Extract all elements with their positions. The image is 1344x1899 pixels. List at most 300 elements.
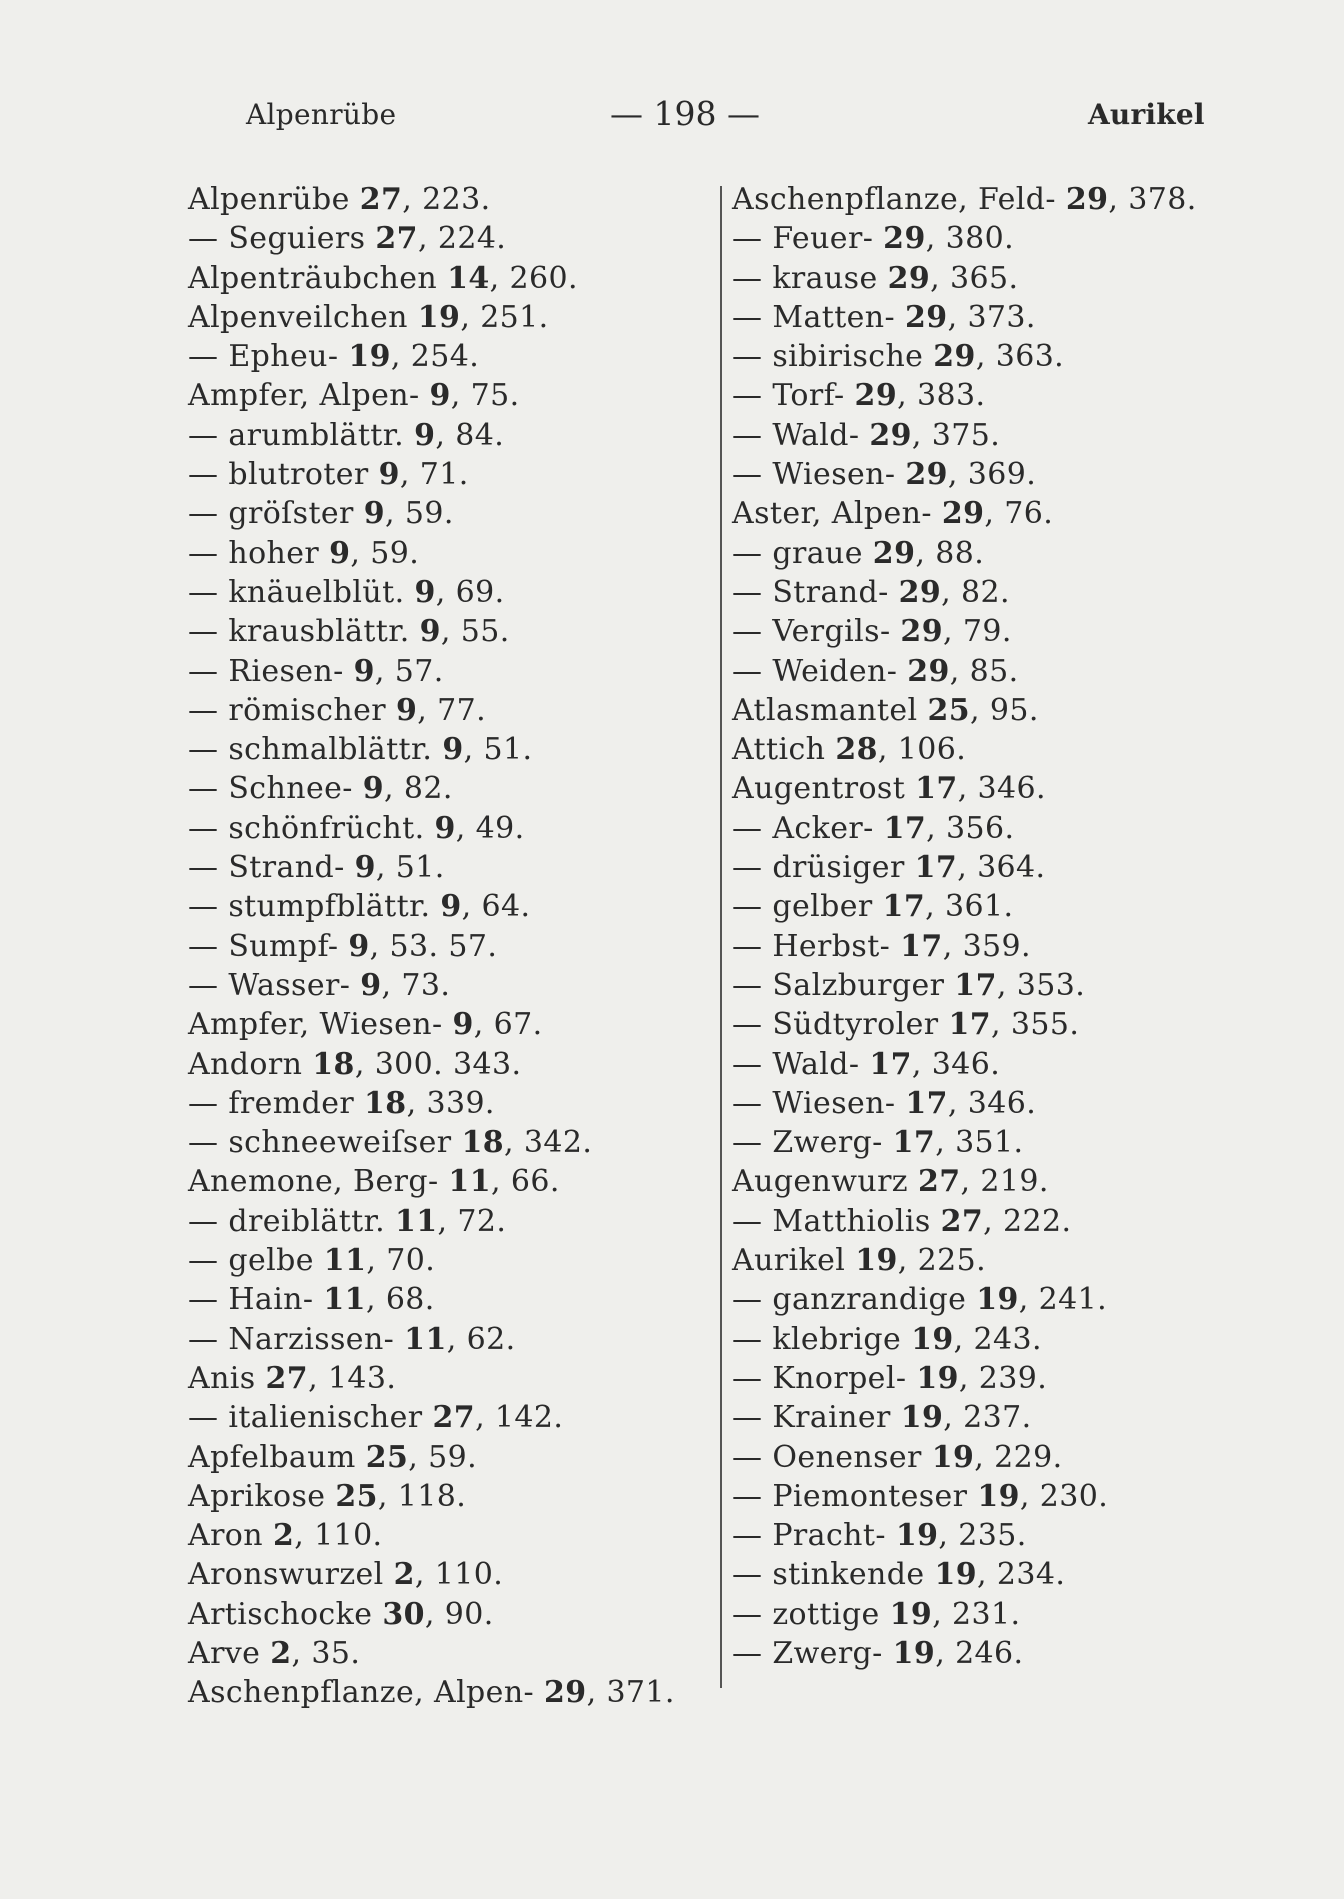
- entry-page: , 59.: [408, 1439, 478, 1475]
- entry-volume: 19: [417, 299, 461, 335]
- entry-page: , 49.: [455, 810, 525, 846]
- entry-page: , 225.: [897, 1243, 987, 1279]
- index-entry: [732, 1398, 1252, 1437]
- entry-term: ganzrandige: [772, 1282, 977, 1318]
- entry-volume: 29: [887, 260, 931, 296]
- entry-page: , 346.: [957, 771, 1046, 807]
- entry-term: Anemone, Berg-: [188, 1164, 449, 1200]
- entry-volume: 25: [927, 692, 971, 728]
- index-entry: [732, 887, 1252, 926]
- header-left-catchword: Alpenrübe: [246, 98, 397, 131]
- entry-page: , 378.: [1108, 182, 1197, 217]
- entry-volume: 17: [954, 967, 997, 1003]
- entry-volume: 29: [941, 496, 985, 532]
- entry-volume: 19: [900, 1400, 944, 1436]
- index-entry: [188, 337, 708, 376]
- entry-page: , 57.: [374, 653, 444, 689]
- entry-term: Wald-: [772, 417, 870, 453]
- entry-volume: 17: [915, 771, 958, 807]
- entry-term: klebrige: [772, 1321, 912, 1357]
- entry-volume: 29: [544, 1675, 587, 1711]
- index-entry: [188, 376, 708, 415]
- entry-term: gelber: [772, 889, 883, 925]
- entry-volume: 27: [265, 1360, 309, 1396]
- entry-volume: 11: [394, 1203, 438, 1239]
- index-entry: [188, 1123, 708, 1162]
- entry-term: hoher: [228, 535, 330, 571]
- entry-volume: 2: [393, 1557, 415, 1593]
- index-entry: [732, 1595, 1252, 1634]
- entry-volume: 2: [272, 1518, 295, 1554]
- entry-page: , 51.: [463, 732, 533, 768]
- index-entry: [732, 1005, 1252, 1044]
- index-entry: [732, 376, 1252, 415]
- entry-volume: 11: [448, 1164, 491, 1200]
- entry-term: Aschenpflanze, Alpen-: [188, 1675, 545, 1711]
- entry-page: , 106.: [877, 732, 967, 768]
- entry-volume: 9: [395, 692, 418, 728]
- entry-volume: 9: [442, 732, 464, 768]
- entry-page: , 369.: [947, 457, 1037, 493]
- entry-term: blutroter: [228, 457, 379, 493]
- entry-page: , 356.: [926, 810, 1015, 846]
- entry-page: , 88.: [915, 535, 985, 571]
- entry-page: , 364.: [957, 850, 1046, 886]
- entry-volume: 9: [440, 889, 462, 925]
- entry-volume: 17: [882, 889, 926, 925]
- entry-page: , 82.: [941, 574, 1010, 610]
- entry-volume: 9: [434, 810, 456, 846]
- index-entry: [732, 337, 1252, 376]
- entry-term: Piemonteser: [772, 1478, 978, 1514]
- entry-volume: 27: [432, 1400, 476, 1436]
- entry-page: , 234.: [977, 1557, 1066, 1593]
- index-entry: [732, 1084, 1252, 1123]
- index-entry: [188, 1359, 708, 1398]
- entry-volume: 11: [323, 1243, 367, 1279]
- entry-page: , 62.: [446, 1321, 516, 1357]
- entry-term: graue: [772, 535, 873, 571]
- entry-term: Weiden-: [772, 653, 908, 689]
- entry-page: , 90.: [424, 1596, 494, 1632]
- index-column-left: [188, 180, 708, 1713]
- entry-page: , 380.: [925, 221, 1015, 257]
- entry-page: , 375.: [911, 417, 1001, 453]
- index-entry: [188, 848, 708, 887]
- entry-term: Augenwurz: [732, 1164, 918, 1200]
- index-entry: [188, 1595, 708, 1634]
- entry-volume: 19: [892, 1635, 936, 1671]
- entry-volume: 11: [323, 1282, 366, 1318]
- entry-volume: 9: [353, 653, 375, 689]
- index-entry: [732, 769, 1252, 808]
- entry-page: , 84.: [435, 417, 505, 453]
- entry-term: Strand-: [228, 850, 355, 886]
- entry-term: Vergils-: [772, 614, 901, 650]
- entry-page: , 229.: [974, 1439, 1063, 1475]
- entry-page: , 67.: [473, 1007, 543, 1043]
- entry-term: fremder: [228, 1085, 365, 1121]
- entry-volume: 29: [854, 378, 898, 414]
- entry-term: Wiesen-: [772, 1085, 906, 1121]
- entry-volume: 9: [362, 771, 385, 807]
- entry-term: Aron: [188, 1518, 273, 1554]
- entry-page: , 59.: [385, 496, 454, 532]
- entry-page: , 243.: [953, 1321, 1042, 1357]
- entry-term: Anis: [188, 1360, 266, 1396]
- index-entry: [732, 848, 1252, 887]
- entry-page: , 142.: [475, 1400, 564, 1436]
- entry-page: , 254.: [390, 339, 480, 375]
- index-entry: [188, 1005, 708, 1044]
- entry-term: Krainer: [772, 1400, 901, 1436]
- entry-page: , 342.: [504, 1125, 593, 1161]
- entry-volume: 27: [917, 1164, 961, 1200]
- entry-term: zottige: [772, 1596, 890, 1632]
- index-entry: [732, 219, 1252, 258]
- entry-page: , 66.: [490, 1164, 560, 1200]
- entry-page: , 68.: [365, 1282, 435, 1318]
- entry-page: , 346.: [911, 1046, 1001, 1082]
- entry-page: , 64.: [461, 889, 531, 925]
- entry-term: Alpenträubchen: [188, 260, 448, 296]
- entry-term: römischer: [228, 692, 396, 728]
- column-divider: [720, 186, 722, 1688]
- entry-volume: 29: [898, 574, 942, 610]
- entry-page: , 365.: [930, 260, 1019, 296]
- index-entry: [732, 180, 1252, 219]
- index-entry: [188, 219, 708, 258]
- index-entry: [188, 1320, 708, 1359]
- entry-term: stinkende: [772, 1557, 935, 1593]
- entry-page: , 70.: [366, 1243, 436, 1279]
- entry-page: , 59.: [350, 535, 420, 571]
- entry-term: italienischer: [228, 1400, 433, 1436]
- entry-term: Atlasmantel: [732, 692, 928, 728]
- entry-term: Narzissen-: [228, 1321, 405, 1357]
- index-entry: [188, 259, 708, 298]
- entry-volume: 9: [414, 574, 436, 610]
- entry-page: , 353.: [996, 967, 1086, 1003]
- entry-term: knäuelblüt.: [228, 574, 415, 610]
- entry-volume: 19: [976, 1282, 1019, 1318]
- index-entry: [188, 1241, 708, 1280]
- entry-volume: 19: [911, 1321, 954, 1357]
- entry-page: , 339.: [406, 1085, 495, 1121]
- entry-page: , 246.: [935, 1635, 1024, 1671]
- index-entry: [188, 494, 708, 533]
- entry-term: Epheu-: [228, 339, 349, 375]
- entry-term: krausblättr.: [228, 614, 420, 650]
- entry-page: , 77.: [417, 692, 487, 728]
- entry-volume: 9: [363, 496, 386, 532]
- entry-page: , 71.: [399, 457, 469, 493]
- index-entry: [732, 1162, 1252, 1201]
- entry-page: , 237.: [943, 1400, 1032, 1436]
- entry-term: Wasser-: [228, 967, 361, 1003]
- entry-term: Südtyroler: [772, 1007, 949, 1043]
- entry-page: , 79.: [942, 614, 1012, 650]
- entry-volume: 9: [360, 967, 382, 1003]
- index-entry: [732, 1123, 1252, 1162]
- index-entry: [732, 927, 1252, 966]
- entry-term: Schnee-: [228, 771, 363, 807]
- index-entry: [188, 1438, 708, 1477]
- entry-volume: 29: [900, 614, 943, 650]
- entry-term: Apfelbaum: [188, 1439, 366, 1475]
- index-entry: [732, 1202, 1252, 1241]
- entry-volume: 2: [270, 1635, 292, 1671]
- entry-volume: 9: [348, 928, 370, 964]
- index-entry: [188, 1516, 708, 1555]
- entry-page: , 69.: [435, 574, 505, 610]
- entry-term: Hain-: [228, 1282, 324, 1318]
- entry-page: , 222.: [983, 1203, 1072, 1239]
- entry-volume: 19: [855, 1243, 898, 1279]
- index-entry: [188, 534, 708, 573]
- index-entry: [732, 1555, 1252, 1594]
- index-entry: [188, 612, 708, 651]
- entry-page: , 383.: [897, 378, 986, 414]
- entry-term: Torf-: [772, 378, 855, 414]
- index-entry: [732, 1438, 1252, 1477]
- entry-page: , 363.: [975, 339, 1065, 375]
- entry-term: Alpenveilchen: [188, 299, 418, 335]
- entry-term: krause: [772, 260, 888, 296]
- entry-page: , 110.: [414, 1557, 504, 1593]
- entry-page: , 110.: [294, 1518, 383, 1554]
- entry-volume: 30: [382, 1596, 425, 1632]
- entry-volume: 27: [940, 1203, 984, 1239]
- index-entry: [732, 612, 1252, 651]
- entry-term: schneeweiſser: [228, 1125, 462, 1161]
- entry-page: , 35.: [291, 1635, 361, 1671]
- index-entry: [732, 730, 1252, 769]
- index-entry: [188, 730, 708, 769]
- index-entry: [188, 455, 708, 494]
- entry-page: , 118.: [377, 1478, 467, 1514]
- entry-volume: 9: [329, 535, 351, 571]
- entry-page: , 55.: [440, 614, 510, 650]
- entry-term: Andorn: [188, 1046, 313, 1082]
- entry-term: dreiblättr.: [228, 1203, 395, 1239]
- entry-volume: 9: [429, 378, 451, 414]
- entry-volume: 17: [900, 928, 943, 964]
- entry-page: , 351.: [935, 1125, 1024, 1161]
- entry-term: Herbst-: [772, 928, 901, 964]
- index-entry: [732, 1634, 1252, 1673]
- entry-volume: 27: [375, 221, 418, 257]
- entry-term: Arve: [188, 1635, 271, 1671]
- index-entry: [188, 1162, 708, 1201]
- entry-page: , 300. 343.: [354, 1046, 522, 1082]
- index-entry: [732, 691, 1252, 730]
- index-entry: [188, 1202, 708, 1241]
- entry-page: , 241.: [1018, 1282, 1108, 1318]
- entry-page: , 235.: [938, 1518, 1027, 1554]
- entry-term: Seguiers: [228, 221, 376, 257]
- entry-page: , 373.: [947, 299, 1036, 335]
- index-entry: [188, 1045, 708, 1084]
- entry-term: Zwerg-: [772, 1635, 893, 1671]
- entry-term: Strand-: [772, 574, 899, 610]
- entry-term: schmalblättr.: [228, 732, 443, 768]
- entry-term: Artischocke: [188, 1596, 383, 1632]
- index-entry: [732, 1280, 1252, 1319]
- index-entry: [732, 455, 1252, 494]
- entry-page: , 371.: [586, 1675, 675, 1711]
- index-entry: [732, 573, 1252, 612]
- entry-page: , 51.: [375, 850, 445, 886]
- entry-term: Matthiolis: [772, 1203, 941, 1239]
- entry-volume: 25: [365, 1439, 409, 1475]
- entry-term: Wald-: [772, 1046, 870, 1082]
- entry-volume: 9: [354, 850, 376, 886]
- entry-term: drüsiger: [772, 850, 915, 886]
- index-entry: [188, 1477, 708, 1516]
- entry-volume: 18: [461, 1125, 505, 1161]
- entry-volume: 9: [452, 1007, 474, 1043]
- entry-volume: 9: [378, 457, 400, 493]
- entry-volume: 11: [404, 1321, 447, 1357]
- entry-volume: 29: [1065, 182, 1109, 217]
- running-header: [0, 94, 1344, 138]
- entry-term: Pracht-: [772, 1518, 896, 1554]
- entry-page: , 251.: [460, 299, 549, 335]
- entry-volume: 28: [835, 732, 878, 768]
- entry-page: , 346.: [947, 1085, 1037, 1121]
- entry-term: Aschenpflanze, Feld-: [732, 182, 1066, 217]
- index-entry: [732, 652, 1252, 691]
- index-entry: [188, 298, 708, 337]
- entry-volume: 18: [312, 1046, 355, 1082]
- entry-term: Attich: [732, 732, 836, 768]
- entry-page: , 143.: [308, 1360, 397, 1396]
- entry-term: Salzburger: [772, 967, 955, 1003]
- entry-volume: 18: [364, 1085, 407, 1121]
- entry-term: schönfrücht.: [228, 810, 435, 846]
- index-entry: [732, 1045, 1252, 1084]
- entry-volume: 9: [414, 417, 436, 453]
- entry-page: , 224.: [417, 221, 507, 257]
- entry-term: Wiesen-: [772, 457, 906, 493]
- index-entry: [732, 1359, 1252, 1398]
- index-entry: [188, 1634, 708, 1673]
- entry-term: Augentrost: [732, 771, 916, 807]
- entry-page: , 76.: [984, 496, 1054, 532]
- entry-volume: 17: [905, 1085, 948, 1121]
- entry-volume: 19: [934, 1557, 978, 1593]
- index-entry: [732, 416, 1252, 455]
- index-entry: [188, 1398, 708, 1437]
- entry-term: Aster, Alpen-: [732, 496, 942, 532]
- entry-page: , 361.: [925, 889, 1014, 925]
- index-entry: [188, 652, 708, 691]
- index-entry: [188, 416, 708, 455]
- entry-volume: 29: [905, 457, 948, 493]
- entry-page: , 219.: [960, 1164, 1049, 1200]
- entry-page: , 53. 57.: [369, 928, 498, 964]
- entry-volume: 14: [447, 260, 490, 296]
- entry-term: Zwerg-: [772, 1125, 893, 1161]
- entry-page: , 85.: [949, 653, 1019, 689]
- entry-volume: 29: [907, 653, 950, 689]
- index-entry: [188, 769, 708, 808]
- entry-volume: 17: [883, 810, 927, 846]
- entry-volume: 29: [905, 299, 948, 335]
- entry-term: gelbe: [228, 1243, 324, 1279]
- index-entry: [188, 180, 708, 219]
- index-entry: [188, 1673, 708, 1712]
- index-entry: [188, 1280, 708, 1319]
- entry-term: Ampfer, Alpen-: [188, 378, 430, 414]
- entry-volume: 17: [869, 1046, 912, 1082]
- entry-page: , 260.: [489, 260, 578, 296]
- index-entry: [188, 1555, 708, 1594]
- index-entry: [188, 1084, 708, 1123]
- entry-page: , 82.: [384, 771, 453, 807]
- entry-term: Riesen-: [228, 653, 354, 689]
- entry-volume: 19: [895, 1518, 939, 1554]
- index-entry: [732, 298, 1252, 337]
- index-entry: [732, 1477, 1252, 1516]
- entry-page: , 239.: [958, 1360, 1048, 1396]
- entry-volume: 29: [933, 339, 976, 375]
- entry-term: gröſster: [228, 496, 364, 532]
- index-entry: [188, 573, 708, 612]
- entry-volume: 19: [931, 1439, 975, 1475]
- index-entry: [188, 927, 708, 966]
- index-entry: [732, 259, 1252, 298]
- index-entry: [732, 534, 1252, 573]
- index-entry: [732, 494, 1252, 533]
- entry-volume: 19: [977, 1478, 1020, 1514]
- entry-volume: 17: [914, 850, 958, 886]
- entry-page: , 75.: [450, 378, 520, 414]
- entry-page: , 95.: [970, 692, 1039, 728]
- entry-page: , 355.: [991, 1007, 1080, 1043]
- index-entry: [732, 1516, 1252, 1555]
- index-column-right: [732, 180, 1252, 1673]
- entry-volume: 29: [869, 417, 912, 453]
- entry-volume: 19: [348, 339, 391, 375]
- entry-term: Ampfer, Wiesen-: [188, 1007, 453, 1043]
- index-entry: [732, 1320, 1252, 1359]
- entry-volume: 25: [335, 1478, 378, 1514]
- entry-volume: 9: [419, 614, 441, 650]
- index-entry: [732, 966, 1252, 1005]
- entry-term: Knorpel-: [772, 1360, 917, 1396]
- index-entry: [188, 691, 708, 730]
- entry-term: Aronswurzel: [188, 1557, 394, 1593]
- entry-term: Aprikose: [188, 1478, 336, 1514]
- index-entry: [188, 966, 708, 1005]
- entry-volume: 29: [872, 535, 916, 571]
- index-entry: [188, 887, 708, 926]
- entry-volume: 17: [892, 1125, 936, 1161]
- entry-page: , 231.: [932, 1596, 1021, 1632]
- header-right-catchword: Aurikel: [1088, 98, 1205, 131]
- index-entry: [732, 809, 1252, 848]
- page-number: — 198 —: [610, 94, 760, 133]
- index-entry: [188, 809, 708, 848]
- entry-page: , 230.: [1019, 1478, 1109, 1514]
- entry-term: Sumpf-: [228, 928, 349, 964]
- entry-volume: 17: [948, 1007, 992, 1043]
- entry-volume: 27: [359, 182, 403, 217]
- entry-page: , 72.: [437, 1203, 507, 1239]
- entry-term: stumpfblättr.: [228, 889, 441, 925]
